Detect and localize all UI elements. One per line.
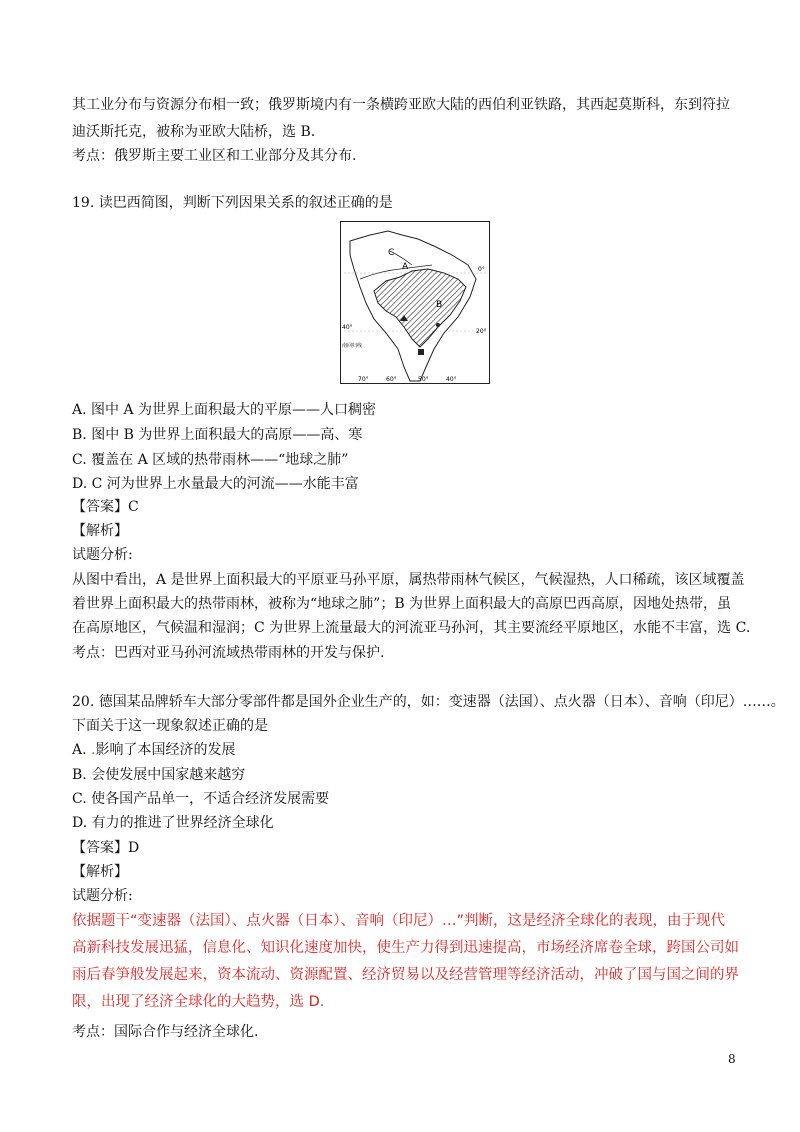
svg-text:60°: 60° — [386, 376, 397, 383]
brazil-map — [340, 221, 490, 384]
q20-kaodian: 考点：国际合作与经济全球化. — [72, 1024, 259, 1040]
q19-option-d: D. C 河为世界上水量最大的河流——水能丰富 — [72, 476, 359, 492]
q20-fenxi: 试题分析: — [72, 888, 133, 904]
svg-text:40°: 40° — [446, 376, 457, 383]
map-label-tropic: 南回归线 — [342, 343, 363, 349]
intro-kaodian: 考点：俄罗斯主要工业区和工业部分及其分布. — [72, 148, 357, 164]
q19-option-a: A. 图中 A 为世界上面积最大的平原——人口稠密 — [72, 402, 377, 418]
q19-analysis-2: 着世界上面积最大的热带雨林，被称为“地球之肺”；B 为世界上面积最大的高原巴西高原，因地处热带，虽 — [72, 596, 732, 612]
svg-text:20°: 20° — [476, 328, 487, 335]
q20-stem-1: 20. 德国某品牌轿车大部分零部件都是国外企业生产的，如：变速器（法国）、点火器（日本）、音响（印尼）……。 — [72, 694, 785, 710]
q19-fenxi: 试题分析: — [72, 547, 133, 563]
svg-text:40°: 40° — [342, 324, 353, 331]
svg-text:70°: 70° — [358, 376, 369, 383]
intro-line-1: 其工业分布与资源分布相一致；俄罗斯境内有一条横跨亚欧大陆的西伯利亚铁路，其西起莫斯科，东到符拉 — [72, 97, 730, 113]
square-marker-icon — [418, 349, 424, 355]
svg-text:0°: 0° — [478, 266, 485, 273]
q20-option-d: D. 有力的推进了世界经济全球化 — [72, 815, 274, 831]
q19-stem: 19. 读巴西简图，判断下列因果关系的叙述正确的是 — [72, 195, 393, 211]
map-label-a: A — [402, 262, 409, 272]
map-label-b: B — [436, 300, 443, 310]
q20-analysis-3: 雨后春笋般发展起来，资本流动、资源配置、经济贸易以及经营管理等经济活动，冲破了国与国之间的界 — [72, 967, 739, 983]
q20-analysis-4: 限，出现了经济全球化的大趋势，选 D. — [72, 994, 325, 1010]
q19-analysis-1: 从图中看出，A 是世界上面积最大的平原亚马孙平原，属热带雨林气候区，气候湿热，人口稀疏，该区域覆盖 — [72, 572, 745, 588]
q20-analysis-1: 依据题干“变速器（法国）、点火器（日本）、音响（印尼）…”判断，这是经济全球化的表现，由于现代 — [72, 913, 726, 929]
q19-kaodian: 考点：巴西对亚马孙河流域热带雨林的开发与保护. — [72, 645, 385, 661]
intro-line-2: 迪沃斯托克，被称为亚欧大陆桥，选 B. — [72, 124, 316, 140]
q19-jiexi: 【解析】 — [72, 523, 128, 539]
q19-answer: 【答案】C — [72, 499, 139, 515]
q20-option-b: B. 会使发展中国家越来越穷 — [72, 767, 246, 783]
q20-answer: 【答案】D — [72, 840, 140, 856]
q20-analysis-2: 高新科技发展迅猛，信息化、知识化速度加快，使生产力得到迅速提高，市场经济席卷全球，跨国公司如 — [72, 940, 739, 956]
q20-stem-2: 下面关于这一现象叙述正确的是 — [72, 718, 268, 734]
page-number: 8 — [728, 1052, 736, 1066]
q20-jiexi: 【解析】 — [72, 864, 128, 880]
q20-option-c: C. 使各国产品单一，不适合经济发展需要 — [72, 791, 330, 807]
q19-option-c: C. 覆盖在 A 区域的热带雨林——“地球之肺” — [72, 452, 349, 468]
q19-option-b: B. 图中 B 为世界上面积最大的高原——高、寒 — [72, 427, 363, 443]
map-label-c: C — [388, 248, 395, 258]
q20-option-a: A. .影响了本国经济的发展 — [72, 742, 236, 758]
q19-analysis-3: 在高原地区，气候温和湿润；C 为世界上流量最大的河流亚马孙河，其主要流经平原地区，水能不丰富，选 C. — [72, 620, 751, 636]
svg-text:50°: 50° — [418, 376, 429, 383]
